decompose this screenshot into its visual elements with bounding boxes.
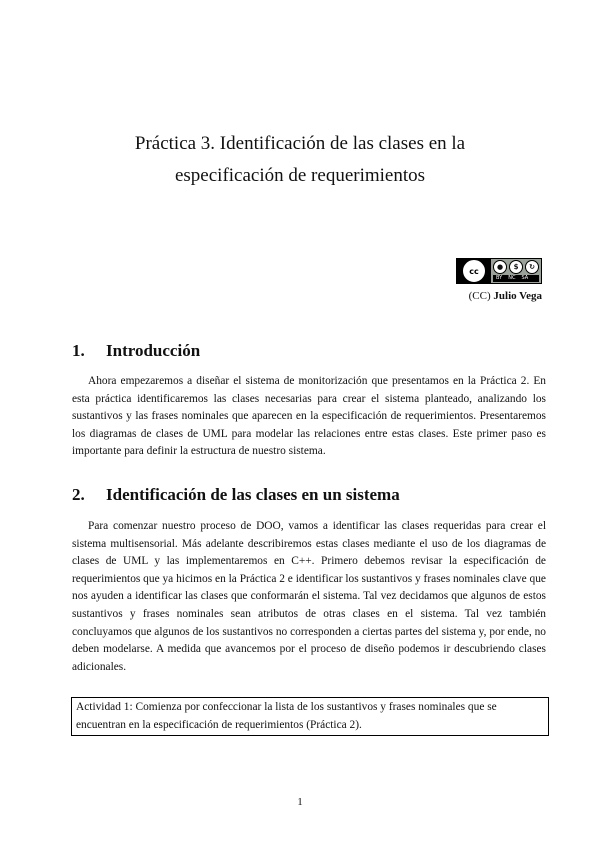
author-prefix: (CC)	[468, 290, 491, 302]
section-1-paragraph: Ahora empezaremos a diseñar el sistema de monitorización que presentamos en la Práctica 2. En esta práctica identificaremos las clases necesarias para crear el sistema planteado, analizando los sustantivos y las frases nominales que aparecen en la especificación de requerimientos. Presentaremos los diagramas de clases de UML para modelar las relaciones entre estas clases. Este primer paso es importante para definir la estructura de nuestro sistema.	[72, 375, 546, 458]
section-heading-1	[72, 341, 200, 361]
author-line	[456, 290, 542, 302]
cc-label-by: BY	[496, 275, 503, 281]
cc-label-nc: NC	[508, 275, 516, 281]
license-block	[456, 258, 542, 302]
title-line-1: Práctica 3. Identificación de las clases en la	[134, 133, 466, 154]
cc-logo-icon: cc	[457, 259, 491, 283]
activity-box: Actividad 1: Comienza por confeccionar la lista de los sustantivos y frases nominales que se encuentran en la especificación de requerimientos (Práctica 2).	[71, 697, 549, 736]
cc-license-badge	[456, 258, 542, 284]
section-title: Introducción	[106, 341, 201, 360]
author-name: Julio Vega	[493, 290, 542, 302]
section-2-paragraph: Para comenzar nuestro proceso de DOO, vamos a identificar las clases requeridas para crear el sistema multisensorial. Más adelante describiremos estas clases mediante el uso de los diagramas de clases de UML y las implementaremos en C++. Primero debemos revisar la especificación de requerimientos que ya hicimos en la Práctica 2 e identificar los sustantivos y frases nominales clave que nos ayuden a identificar las clases que conformarán el sistema. Tal vez decidamos que algunos de estos sustantivos y frases nominales sean atributos de otras clases en el sistema. Tal vez también concluyamos que algunos de los sustantivos no corresponden a ciertas partes del sistema y, por ende, no deben modelarse. A medida que avancemos por el proceso de diseño podemos ir descubriendo clases adicionales.	[72, 520, 546, 673]
section-number: 2.	[72, 485, 85, 504]
section-number: 1.	[72, 341, 85, 360]
section-heading-2	[72, 485, 400, 505]
page-number: 1	[297, 796, 303, 808]
page-title	[60, 128, 540, 192]
noncommercial-icon: $	[509, 260, 523, 274]
section-title: Identificación de las clases en un sistema	[106, 485, 400, 504]
sharealike-icon: ↻	[525, 260, 539, 274]
title-line-2: especificación de requerimientos	[174, 165, 426, 186]
attribution-icon: ●	[493, 260, 507, 274]
cc-label-sa: SA	[521, 275, 529, 281]
cc-labels	[493, 275, 539, 282]
